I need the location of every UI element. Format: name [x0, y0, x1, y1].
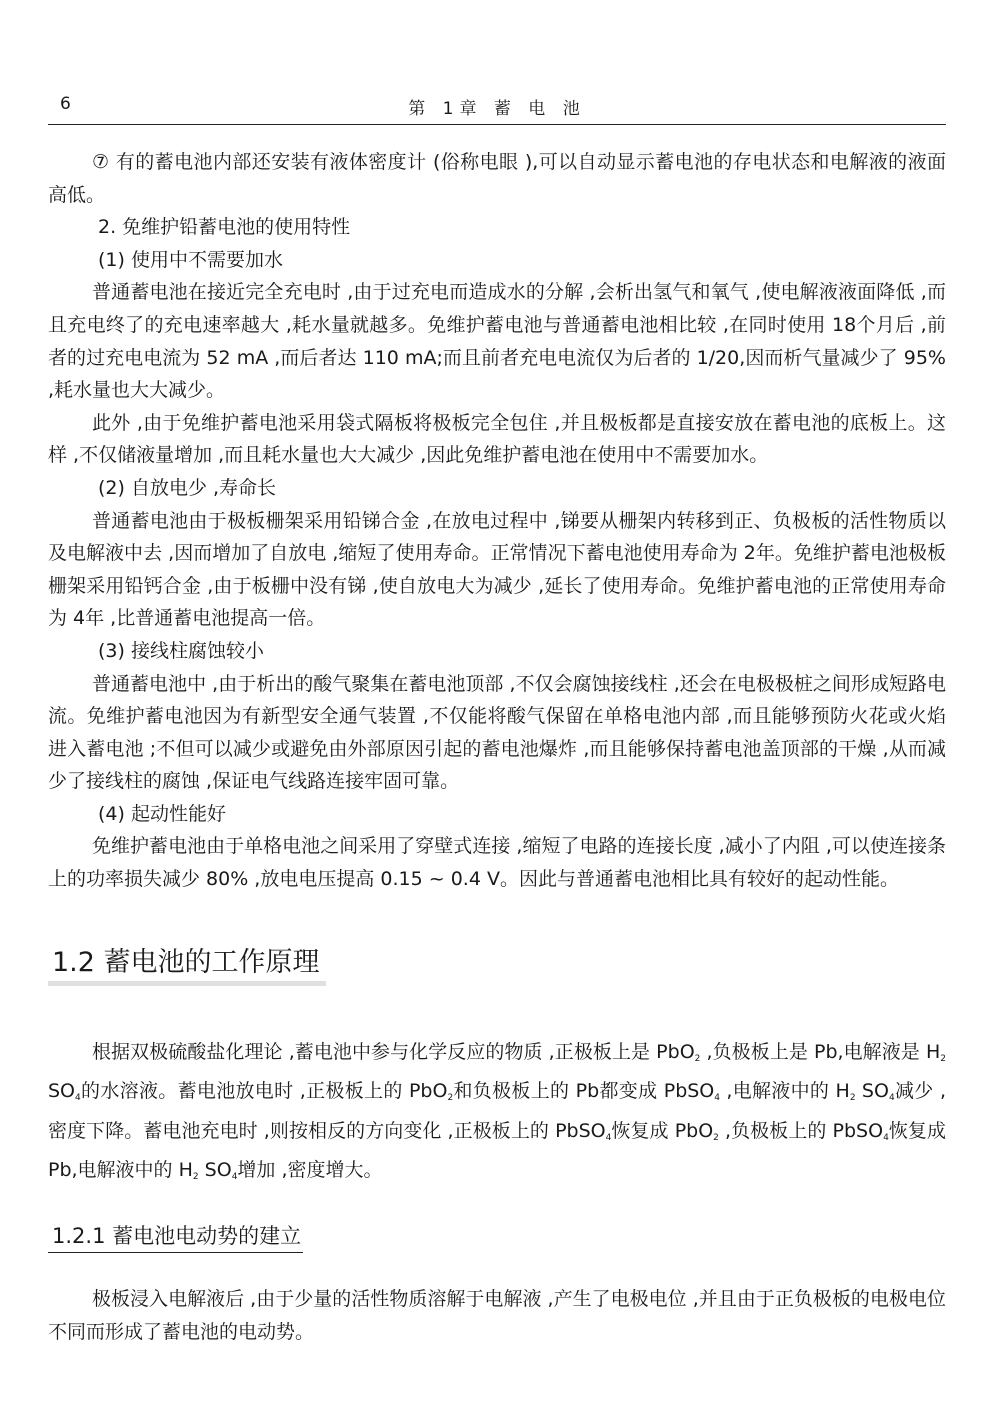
text-run: SO: [855, 1080, 889, 1103]
subscript: 2: [192, 1172, 199, 1183]
text-run: SO: [198, 1159, 232, 1182]
subscript: 2: [849, 1093, 856, 1104]
running-title: 第 1章 蓄 电 池: [408, 99, 586, 119]
heading-usage-features: 2. 免维护铅蓄电池的使用特性: [98, 216, 351, 239]
text-run: 增加 ,密度增大。: [237, 1159, 383, 1182]
item-heading: (2) 自放电少 ,寿命长: [98, 476, 277, 499]
text-run: 恢复成 PbO: [611, 1119, 714, 1142]
paragraph: 普通蓄电池在接近完全充电时 ,由于过充电而造成水的分解 ,会析出氢气和氧气 ,使电解液液面降低 ,而且充电终了的充电速率越大 ,耗水量就越多。免维护蓄电池与普通蓄电池相比较 ,在同时使用 18个月后 ,前者的过充电电流为 52 mA ,而后者达 110 mA;而且前者充电电流仅为后者的 1/20,因而析气量减少了 95% ,耗水量也大大减少。: [48, 281, 946, 402]
subscript: 2: [940, 1053, 946, 1064]
subscript: 2: [694, 1053, 701, 1064]
paragraph: 普通蓄电池中 ,由于析出的酸气聚集在蓄电池顶部 ,不仅会腐蚀接线柱 ,还会在电极极桩之间形成短路电流。免维护蓄电池因为有新型安全通气装置 ,不仅能将酸气保留在单格电池内部 ,而且能够预防火花或火焰进入蓄电池 ;不但可以减少或避免由外部原因引起的蓄电池爆炸 ,而且能够保持蓄电池盖顶部的干燥 ,从而减少了接线柱的腐蚀 ,保证电气线路连接牢固可靠。: [48, 672, 946, 793]
paragraph: 免维护蓄电池由于单格电池之间采用了穿壁式连接 ,缩短了电路的连接长度 ,减小了内阻 ,可以使连接条上的功率损失减少 80% ,放电电压提高 0.15 ~ 0.4 V。因此与普通蓄电池相比具有较好的起动性能。: [48, 835, 946, 891]
section-heading-wrap: [48, 940, 946, 986]
text-run: ,负极板上是 Pb,电解液是 H: [700, 1040, 941, 1063]
subscript: 4: [231, 1172, 238, 1183]
page-header: [48, 92, 946, 125]
page-body: [48, 146, 946, 1348]
paragraph: 普通蓄电池由于极板栅架采用铅锑合金 ,在放电过程中 ,锑要从栅架内转移到正、负极板的活性物质以及电解液中去 ,因而增加了自放电 ,缩短了使用寿命。正常情况下蓄电池使用寿命为 2年。免维护蓄电池极板栅架采用铅钙合金 ,由于板栅中没有锑 ,使自放电大为减少 ,延长了使用寿命。免维护蓄电池的正常使用寿命为 4年 ,比普通蓄电池提高一倍。: [48, 509, 946, 630]
text-run: 减少 ,密度下降。蓄电池充电时 ,则按相反的方向变化 ,正极板上的 PbSO: [48, 1080, 946, 1142]
page-number: 6: [60, 94, 71, 114]
subscript: 4: [883, 1132, 889, 1143]
item-heading: (4) 起动性能好: [98, 802, 226, 825]
paragraph: ⑦ 有的蓄电池内部还安装有液体密度计 (俗称电眼 ),可以自动显示蓄电池的存电状态和电解液的液面高低。: [48, 151, 946, 206]
text-run: SO: [48, 1080, 76, 1103]
subscript: 4: [714, 1093, 720, 1104]
paragraph: 极板浸入电解液后 ,由于少量的活性物质溶解于电解液 ,产生了电极电位 ,并且由于正负极板的电极电位不同而形成了蓄电池的电动势。: [48, 1288, 946, 1343]
text-run: 恢复成 Pb,电解液中的 H: [48, 1119, 946, 1182]
paragraph-chemistry: [48, 1036, 946, 1194]
subscript: 2: [713, 1132, 719, 1143]
paragraph: 此外 ,由于免维护蓄电池采用袋式隔板将极板完全包住 ,并且极板都是直接安放在蓄电池的底板上。这样 ,不仅储液量增加 ,而且耗水量也大大减少 ,因此免维护蓄电池在使用中不需要加水。: [48, 411, 946, 467]
subsection-heading-wrap: [48, 1220, 946, 1253]
subscript: 2: [447, 1093, 454, 1104]
subscript: 4: [75, 1093, 81, 1104]
section-heading: 1.2 蓄电池的工作原理: [48, 940, 326, 986]
subsection-heading: 1.2.1 蓄电池电动势的建立: [48, 1220, 303, 1253]
item-heading: (1) 使用中不需要加水: [98, 248, 283, 271]
text-run: 和负极板上的 Pb都变成 PbSO: [453, 1080, 715, 1103]
text-run: 的水溶液。蓄电池放电时 ,正极板上的 PbO: [80, 1080, 448, 1103]
item-heading: (3) 接线柱腐蚀较小: [98, 639, 264, 662]
subscript: 4: [605, 1132, 612, 1143]
text-run: 根据双极硫酸盐化理论 ,蓄电池中参与化学反应的物质 ,正极板上是 PbO: [92, 1040, 695, 1063]
subscript: 4: [888, 1093, 895, 1104]
text-run: ,负极板上的 PbSO: [718, 1119, 884, 1142]
text-run: ,电解液中的 H: [720, 1080, 850, 1103]
